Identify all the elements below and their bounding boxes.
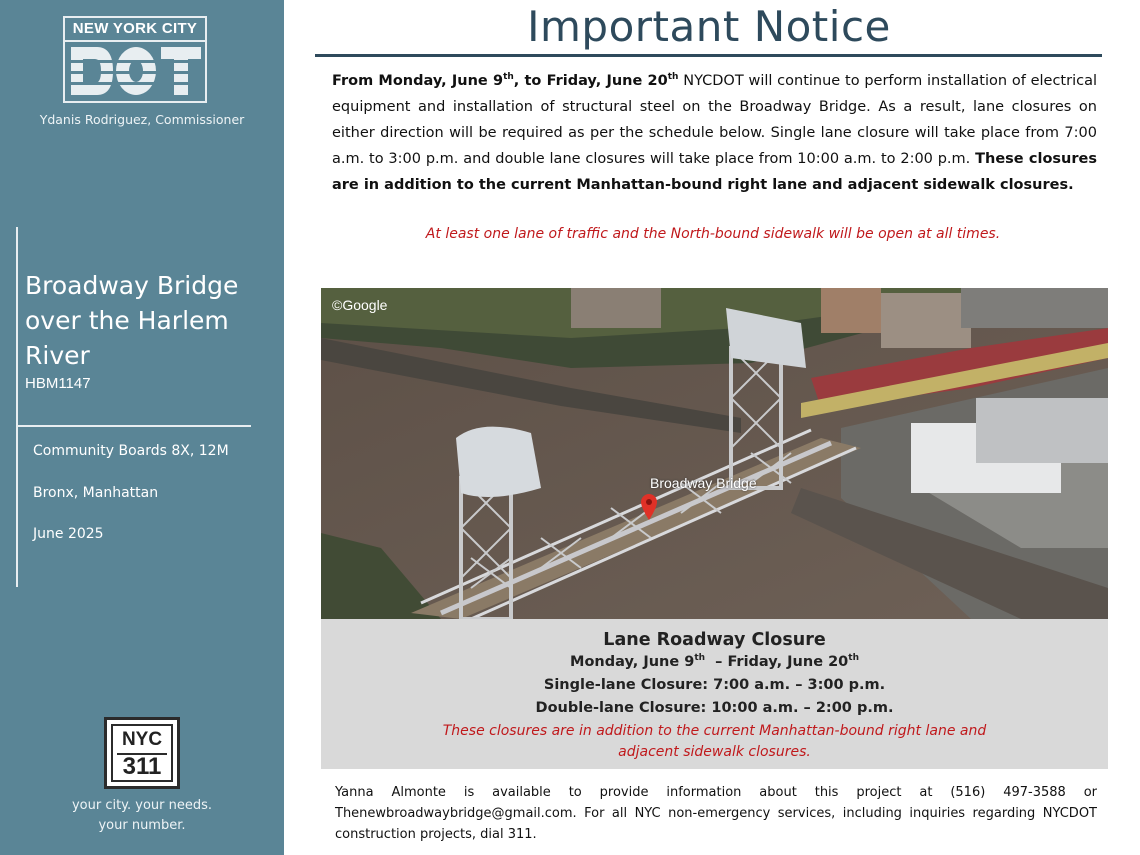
sidebar: [0, 0, 284, 855]
tagline-line: your number.: [98, 818, 186, 833]
photo-credit: ©Google: [332, 297, 388, 313]
dot-logo-graphic: [69, 45, 203, 97]
map-pin-icon: [641, 494, 657, 520]
closure-note-line: adjacent sidewalk closures.: [618, 744, 811, 760]
intro-sup-1: th: [503, 72, 514, 83]
intro-bold-1: From Monday, June 9: [332, 73, 504, 89]
map-label: Broadway Bridge: [650, 475, 757, 491]
title-divider: [315, 54, 1102, 57]
double-lane-closure: Double-lane Closure: 10:00 a.m. – 2:00 p.m.: [535, 700, 894, 716]
traffic-note: At least one lane of traffic and the North-bound sidewalk will be open at all times.: [425, 226, 1001, 242]
page-title: Important Notice: [527, 2, 891, 51]
intro-body: NYCDOT will continue to perform installation of electrical equipment and installation of structural steel on the Broadway Bridge. As a result, lane closures on either direction will be required as per the schedule below. Single lane closure will take place from 7:00 a.m. to 3:00 p.m. and double lane closures will take place from 10:00 a.m. to 2:00 p.m.: [332, 73, 1097, 167]
project-title-line: Broadway Bridge: [25, 271, 239, 300]
logo-top-text: NEW YORK CITY: [65, 18, 205, 42]
boroughs: Bronx, Manhattan: [33, 485, 159, 501]
project-code: HBM1147: [25, 375, 91, 392]
intro-sup-2: th: [667, 72, 679, 83]
notice-date: June 2025: [33, 526, 104, 542]
project-title-line: over the Harlem: [25, 306, 229, 335]
commissioner-name: Ydanis Rodriguez, Commissioner: [39, 112, 245, 127]
project-title: [25, 268, 275, 373]
closure-note: [415, 721, 1015, 763]
tagline-line: your city. your needs.: [71, 798, 213, 813]
closure-note-line: These closures are in addition to the current Manhattan-bound right lane and: [442, 723, 987, 739]
intro-paragraph: [332, 68, 1097, 198]
bridge-aerial-photo: [321, 288, 1108, 619]
nyc311-logo: [104, 717, 180, 789]
nyc311-tagline: [0, 796, 284, 836]
project-title-line: River: [25, 341, 90, 370]
nyc311-logo-line1: NYC: [121, 729, 163, 750]
single-lane-closure: Single-lane Closure: 7:00 a.m. – 3:00 p.m.: [543, 677, 886, 693]
intro-bold-tail: These closures are in addition to the current Manhattan-bound right lane and adjacent sidewalk closures.: [332, 151, 1097, 193]
closure-schedule-box: [321, 619, 1108, 769]
sidebar-vertical-divider: [16, 227, 18, 587]
community-boards: Community Boards 8X, 12M: [33, 443, 229, 459]
intro-bold-2: , to Friday, June 20: [513, 73, 668, 89]
closure-title: Lane Roadway Closure: [603, 630, 826, 650]
nyc311-logo-line2: 311: [117, 753, 167, 779]
nyc-dot-logo: [63, 16, 207, 103]
sidebar-horizontal-divider: [16, 425, 251, 427]
aerial-image: [321, 288, 1108, 619]
closure-dates: Monday, June 9th – Friday, June 20th: [570, 653, 859, 670]
contact-info: Yanna Almonte is available to provide information about this project at (516) 497-3588 or Thenewbroadwaybridge@gmail.com. For all NYC non-emergency services, including inquiries regarding NYCDOT construction projects, dial 311.: [335, 785, 1097, 842]
